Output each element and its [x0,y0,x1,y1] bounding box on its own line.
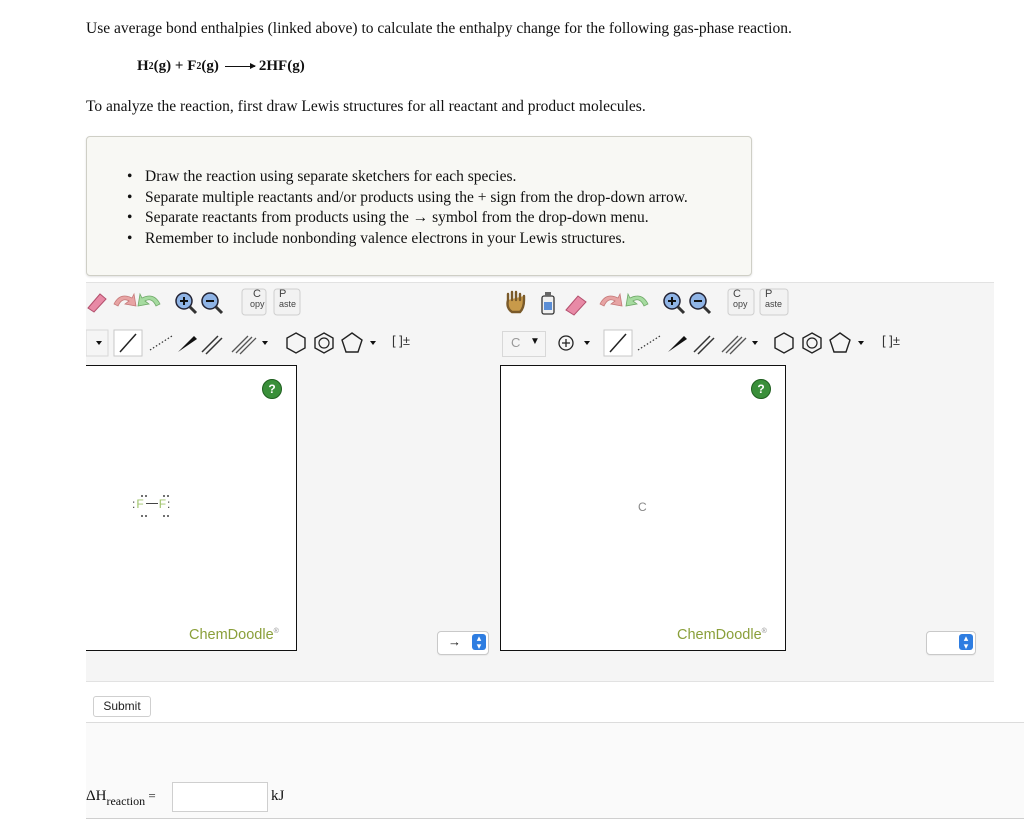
tips-list [127,167,688,249]
left-chemdoodle-logo [189,627,279,643]
paste-label-top: P [765,288,773,300]
double-bond-tool[interactable] [202,336,222,354]
paste-label-top: P [279,288,287,300]
triple-bond-tool[interactable] [722,336,758,354]
dashed-bond-tool[interactable] [638,336,660,350]
copy-label-bottom: opy [733,299,748,309]
separator-select[interactable] [437,631,489,655]
right-brand-reg: ® [761,628,767,636]
benzene-tool[interactable] [315,333,333,353]
right-chemdoodle-logo [677,627,767,643]
charge-bracket-tool[interactable]: [ ]± [882,333,900,348]
single-bond-tool[interactable] [604,330,632,356]
clear-icon[interactable] [542,292,554,314]
atom-f2: F [158,497,168,511]
lone-pair-icon: : [167,497,172,511]
right-separator-select[interactable] [926,631,976,655]
zoom-in-icon[interactable] [176,293,196,313]
eq-product: 2HF(g) [258,58,305,74]
zoom-out-icon[interactable] [202,293,222,313]
redo-icon[interactable] [626,294,648,306]
tips-box [86,136,752,276]
enthalpy-unit: kJ [271,788,285,804]
right-help-button[interactable]: ? [751,379,771,399]
tip-item: • Remember to include nonbonding valence electrons in your Lewis structures. [127,229,688,250]
analyze-instructions: To analyze the reaction, first draw Lewis structures for all reactant and product molecules. [86,98,646,115]
double-bond-tool[interactable] [694,336,714,354]
tip-item: • Separate reactants from products using the → symbol from the drop-down menu. [127,208,688,229]
cyclopentane-tool[interactable] [830,333,850,352]
paste-label [279,290,301,309]
reaction-arrow-icon [225,66,255,67]
hand-icon[interactable] [508,292,525,312]
benzene-tool[interactable] [803,333,821,353]
lone-pair-dots-icon [132,494,182,522]
copy-label-top: C [733,288,741,300]
atom-f1: F [136,497,145,511]
select-caret-icon: ▴ ▾ [959,634,973,650]
separator-select-value: → [448,634,461,649]
element-select-value: C [511,335,521,350]
right-toolbar-row2 [552,328,912,358]
enthalpy-label [86,788,156,809]
eraser-icon[interactable] [566,296,586,315]
chevron-down-icon: ▼ [530,336,540,347]
chevron-down-icon[interactable] [858,341,864,345]
submit-button[interactable]: Submit [93,696,151,717]
zoom-in-icon[interactable] [664,293,684,313]
undo-icon[interactable] [114,294,136,306]
enthalpy-label-eq: = [145,788,156,803]
charge-plus-tool[interactable] [559,336,590,350]
single-bond-tool[interactable] [114,330,142,356]
cyclopentane-tool[interactable] [342,333,376,352]
wedge-bond-tool[interactable] [178,336,197,352]
cyclohexane-tool[interactable] [287,333,305,353]
dashed-bond-tool[interactable] [150,336,172,350]
eq-h-sub: 2 [148,61,154,72]
tip-item: • Separate multiple reactants and/or products using the + sign from the drop-down arrow. [127,188,688,209]
eq-h: H [137,58,149,74]
charge-bracket-tool[interactable]: [ ]± [392,333,410,348]
canvas-atom-c: C [638,500,647,514]
eq-h-state: (g) + F [153,58,197,74]
question-intro: Use average bond enthalpies (linked above) to calculate the enthalpy change for the following gas-phase reaction. [86,20,792,37]
right-toolbar-row1 [500,288,800,318]
enthalpy-label-sub: reaction [106,794,146,808]
copy-label-top: C [253,288,261,300]
zoom-out-icon[interactable] [690,293,710,313]
eq-f-state: (g) [201,58,219,74]
tip-item: • Draw the reaction using separate sketchers for each species. [127,167,688,188]
bottom-rule [86,818,1024,819]
copy-label-bottom: opy [250,299,265,309]
undo-icon[interactable] [600,294,622,306]
left-toolbar-row2 [86,328,426,358]
wedge-bond-tool[interactable] [668,336,687,352]
cyclohexane-tool[interactable] [775,333,793,353]
enthalpy-label-main: ΔH [86,788,107,804]
reaction-equation [137,58,305,75]
paste-label [765,290,789,309]
paste-label-bottom: aste [279,299,297,309]
element-dropdown-icon[interactable] [86,330,108,356]
paste-label-bottom: aste [765,299,783,309]
right-brand-text: ChemDoodle [677,627,762,643]
left-brand-text: ChemDoodle [189,627,274,643]
copy-label [733,290,753,309]
left-brand-reg: ® [273,628,279,636]
triple-bond-tool[interactable] [232,336,268,354]
element-select[interactable] [502,331,546,357]
eq-f-sub: 2 [196,61,202,72]
left-sketcher-canvas[interactable] [86,365,297,651]
left-help-button[interactable]: ? [262,379,282,399]
copy-label [250,290,264,309]
lone-pair-icon: : [132,497,137,511]
enthalpy-input[interactable] [172,782,268,812]
eraser-icon[interactable] [88,294,106,312]
redo-icon[interactable] [138,294,160,306]
select-caret-icon: ▴ ▾ [472,634,486,650]
